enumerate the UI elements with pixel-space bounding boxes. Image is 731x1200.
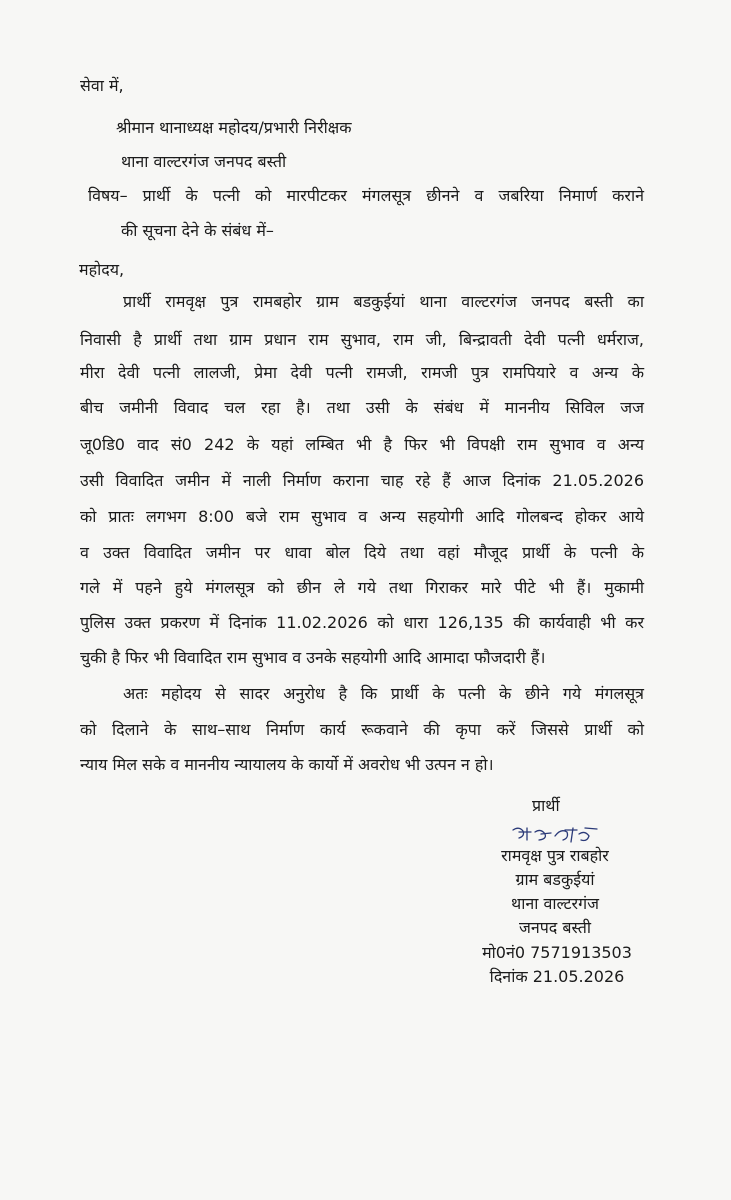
body-line: बीच जमीनी विवाद चल रहा है। तथा उसी के संबंध में माननीय सिविल जज xyxy=(80,398,644,417)
body-line: व उक्त विवादित जमीन पर धावा बोल दिये तथा वहां मौजूद प्रार्थी के पत्नी के xyxy=(80,543,644,562)
body-line: को प्रातः लगभग 8:00 बजे राम सुभाव व अन्य सहयोगी आदि गोलबन्द होकर आये xyxy=(80,507,644,526)
body-line: जू0डि0 वाद सं0 242 के यहां लम्बित भी है फिर भी विपक्षी राम सुभाव व अन्य xyxy=(80,435,644,454)
greeting: महोदय, xyxy=(79,260,125,279)
sender-district: जनपद बस्ती xyxy=(518,918,592,937)
recipient-line-1: श्रीमान थानाध्यक्ष महोदय/प्रभारी निरीक्षक xyxy=(116,118,352,137)
closing-prarthi: प्रार्थी xyxy=(532,796,560,815)
sender-mobile: मो0नं0 7571913503 xyxy=(482,943,632,962)
salutation-to: सेवा में, xyxy=(80,76,124,95)
subject-line-1: विषय– प्रार्थी के पत्नी को मारपीटकर मंगलसूत्र छीनने व जबरिया निमार्ण कराने xyxy=(88,186,644,205)
body-line: निवासी है प्रार्थी तथा ग्राम प्रधान राम सुभाव, राम जी, बिन्द्रावती देवी पत्नी धर्मराज, xyxy=(80,330,644,349)
sender-village: ग्राम बडकुईयां xyxy=(515,870,595,889)
body-line: अतः महोदय से सादर अनुरोध है कि प्रार्थी के पत्नी के छीने गये मंगलसूत्र xyxy=(123,684,644,703)
sender-name: रामवृक्ष पुत्र राबहोर xyxy=(501,846,609,865)
subject-line-2: की सूचना देने के संबंध में– xyxy=(121,221,274,240)
recipient-line-2: थाना वाल्टरगंज जनपद बस्ती xyxy=(121,152,287,171)
body-line: उसी विवादित जमीन में नाली निर्माण कराना चाह रहे हैं आज दिनांक 21.05.2026 xyxy=(80,471,644,490)
body-line: न्याय मिल सके व माननीय न्यायालय के कार्यो में अवरोध भी उत्पन न हो। xyxy=(80,755,494,774)
body-line: को दिलाने के साथ–साथ निर्माण कार्य रूकवाने की कृपा करें जिससे प्रार्थी को xyxy=(80,720,644,739)
body-line: गले में पहने हुये मंगलसूत्र को छीन ले गये तथा गिराकर मारे पीटे भी हैं। मुकामी xyxy=(80,578,644,597)
body-line: मीरा देवी पत्नी लालजी, प्रेमा देवी पत्नी रामजी, रामजी पुत्र रामपियारे व अन्य के xyxy=(80,363,644,382)
sender-date: दिनांक 21.05.2026 xyxy=(489,967,625,986)
body-line: प्रार्थी रामवृक्ष पुत्र रामबहोर ग्राम बडकुईयां थाना वाल्टरगंज जनपद बस्ती का xyxy=(123,292,644,311)
body-line: पुलिस उक्त प्रकरण में दिनांक 11.02.2026 को धारा 126,135 की कार्यवाही भी कर xyxy=(80,613,644,632)
body-line: चुकी है फिर भी विवादित राम सुभाव व उनके सहयोगी आदि आमादा फौजदारी हैं। xyxy=(80,648,546,667)
sender-thana: थाना वाल्टरगंज xyxy=(511,894,599,913)
